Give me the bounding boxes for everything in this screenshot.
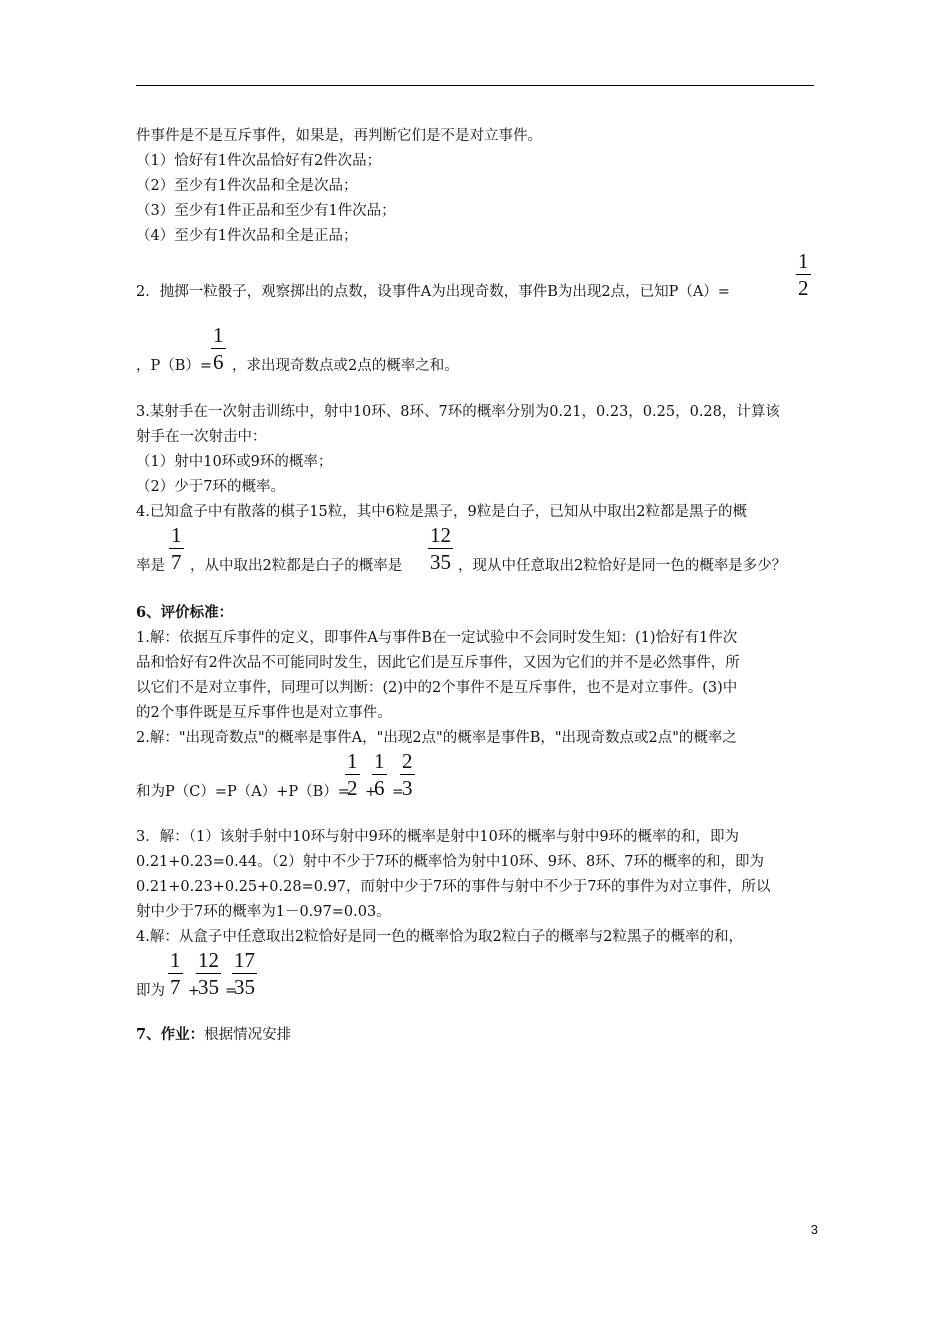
question-3-part1: （1）射中10环或9环的概率； xyxy=(136,454,333,470)
fraction-numerator: 2 xyxy=(402,749,413,773)
answer-1-line1: 1.解：依据互斥事件的定义，即事件A与事件B在一定试验中不会同时发生知：(1)恰好有1件次 xyxy=(136,630,738,646)
answer-1-line3: 以它们不是对立事件，同理可以判断：(2)中的2个事件不是互斥事件，也不是对立事件。(3)中 xyxy=(136,680,738,696)
question-4-line1: 4.已知盒子中有散落的棋子15粒，其中6粒是黑子，9粒是白子，已知从中取出2粒都是黑子的概 xyxy=(136,504,747,520)
question-2-line1: 2．抛掷一粒骰子，观察掷出的点数，设事件A为出现奇数，事件B为出现2点，已知P（A）= xyxy=(136,284,730,300)
page-number: 3 xyxy=(810,1222,818,1237)
fraction-denominator: 6 xyxy=(213,350,224,374)
answer-3-line2: 0.21+0.23=0.44。（2）射中不少于7环的概率恰为射中10环、9环、8环、7环的概率的和，即为 xyxy=(136,854,764,870)
question-2-line2-pre: ，P（B）= xyxy=(136,358,213,374)
fraction-numerator: 17 xyxy=(234,948,255,972)
equals-sign: = xyxy=(225,983,237,999)
question-3-part2: （2）少于7环的概率。 xyxy=(136,479,285,495)
question-4-text-b: ，从中取出2粒都是白子的概率是 xyxy=(190,558,403,574)
answer-2-line1: 2.解："出现奇数点"的概率是事件A，"出现2点"的概率是事件B，"出现奇数点或2点"的概率之 xyxy=(136,730,737,746)
fraction-denominator: 3 xyxy=(402,776,413,800)
fraction-denominator: 2 xyxy=(798,276,809,300)
answer-3-line1: 3．解：（1）该射手射中10环与射中9环的概率是射中10环的概率与射中9环的概率的和，即为 xyxy=(136,829,740,845)
fraction-numerator: 1 xyxy=(170,948,181,972)
option-4: （4）至少有1件次品和全是正品； xyxy=(136,228,358,244)
fraction-numerator: 1 xyxy=(213,323,224,347)
fraction-numerator: 12 xyxy=(198,948,219,972)
fraction-denominator: 7 xyxy=(171,550,182,574)
answer-4-line2: 即为 xyxy=(136,983,165,999)
fraction-numerator: 12 xyxy=(430,523,451,547)
fraction-numerator: 1 xyxy=(347,749,358,773)
fraction-a4-2 xyxy=(196,949,221,998)
answer-2-line2: 和为P（C）=P（A）+P（B）= xyxy=(136,784,350,800)
equals-sign: = xyxy=(392,784,404,800)
option-1: （1）恰好有1件次品恰好有2件次品； xyxy=(136,153,382,169)
fraction-denominator: 2 xyxy=(347,776,358,800)
option-3: （3）至少有1件正品和至少有1件次品； xyxy=(136,203,396,219)
fraction-a2-2 xyxy=(372,750,387,799)
fraction-a2-3 xyxy=(400,750,415,799)
plus-sign: + xyxy=(365,784,377,800)
question-4-text-a: 率是 xyxy=(136,558,165,574)
fraction-numerator: 1 xyxy=(798,249,809,273)
answer-1-line4: 的2个事件既是互斥事件也是对立事件。 xyxy=(136,705,392,721)
plus-sign: + xyxy=(188,983,200,999)
header-rule xyxy=(136,85,814,86)
answer-4-line1: 4.解：从盒子中任意取出2粒恰好是同一色的概率恰为取2粒白子的概率与2粒黑子的概率的和， xyxy=(136,929,744,945)
fraction-pb xyxy=(211,324,226,373)
fraction-denominator: 35 xyxy=(198,975,219,999)
question-3-line1: 3.某射手在一次射击训练中，射中10环、8环、7环的概率分别为0.21，0.23，0.25，0.28，计算该 xyxy=(136,404,780,420)
fraction-denominator: 7 xyxy=(170,975,181,999)
fraction-white-prob xyxy=(428,524,453,573)
fraction-black-prob xyxy=(169,524,184,573)
section-7 xyxy=(136,1025,291,1045)
fraction-denominator: 35 xyxy=(430,550,451,574)
section-7-body: 根据情况安排 xyxy=(204,1027,292,1043)
answer-1-line2: 品和恰好有2件次品不可能同时发生，因此它们是互斥事件，又因为它们的并不是必然事件，所 xyxy=(136,655,740,671)
fraction-numerator: 1 xyxy=(171,523,182,547)
option-2: （2）至少有1件次品和全是次品； xyxy=(136,178,358,194)
question-3-line2: 射手在一次射击中： xyxy=(136,429,267,445)
fraction-a4-3 xyxy=(232,949,257,998)
section-6-heading: 6、评价标准： xyxy=(136,604,234,621)
fraction-a4-1 xyxy=(168,949,183,998)
fraction-a2-1 xyxy=(345,750,360,799)
section-7-heading: 7、作业： xyxy=(136,1026,205,1043)
question-4-text-c: ，现从中任意取出2粒恰好是同一色的概率是多少？ xyxy=(458,558,787,574)
text-line: 件事件是不是互斥事件，如果是，再判断它们是不是对立事件。 xyxy=(136,128,542,144)
answer-3-line3: 0.21+0.23+0.25+0.28=0.97，而射中少于7环的事件与射中不少于7环的事件为对立事件，所以 xyxy=(136,879,771,895)
fraction-denominator: 6 xyxy=(374,776,385,800)
question-2-line2-post: ，求出现奇数点或2点的概率之和。 xyxy=(232,358,459,374)
fraction-numerator: 1 xyxy=(374,749,385,773)
fraction-pa xyxy=(796,250,811,299)
answer-3-line4: 射中少于7环的概率为1－0.97=0.03。 xyxy=(136,904,391,920)
fraction-denominator: 35 xyxy=(234,975,255,999)
